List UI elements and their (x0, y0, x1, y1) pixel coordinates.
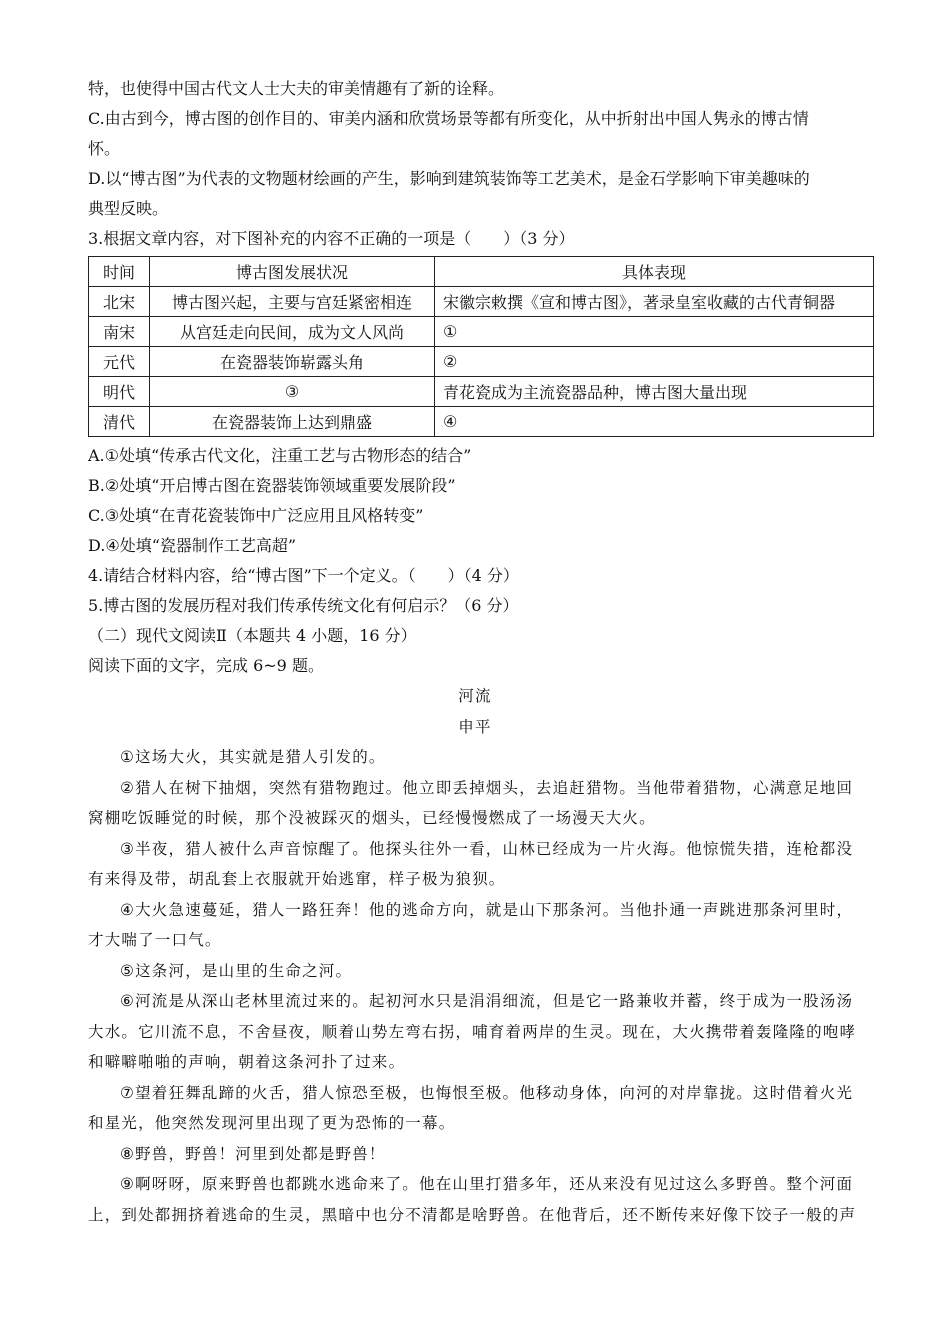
story-line: ⑦望着狂舞乱蹄的火舌，猎人惊恐至极，也悔恨至极。他移动身体，向河的对岸靠拢。这时借着火光 (120, 1083, 854, 1102)
story-line: 和星光，他突然发现河里出现了更为恐怖的一幕。 (88, 1114, 456, 1132)
story-line: 有来得及带，胡乱套上衣服就开始逃窜，样子极为狼狈。 (88, 870, 506, 888)
story-line: ⑥河流是从深山老林里流过来的。起初河水只是涓涓细流，但是它一路兼收并蓄，终于成为一股汤汤 (120, 992, 854, 1010)
table-cell-manifestation: ② (435, 347, 874, 377)
story-line: ⑧野兽，野兽！河里到处都是野兽！ (120, 1144, 386, 1163)
text-line: 特，也使得中国古代文人士大夫的审美情趣有了新的诠释。 (88, 79, 505, 98)
table-cell-period: 南宋 (89, 317, 150, 347)
question-2-options-continued (88, 74, 862, 254)
question-3-option-d: D.④处填“瓷器制作工艺高超” (88, 536, 297, 555)
story-author: 申平 (458, 717, 492, 736)
table-cell-period: 明代 (89, 377, 150, 407)
text-line: C.由古到今，博古图的创作目的、审美内涵和欣赏场景等都有所变化，从中折射出中国人隽永的博古情 (88, 109, 809, 128)
story-line: 才大喘了一口气。 (88, 931, 222, 949)
story-line: ④大火急速蔓延，猎人一路狂奔！他的逃命方向，就是山下那条河。当他扑通一声跳进那条河里时， (120, 900, 854, 919)
question-3-option-c: C.③处填“在青花瓷装饰中广泛应用且风格转变” (88, 506, 424, 525)
table-cell-period: 北宋 (89, 287, 150, 317)
column-header-manifestation: 具体表现 (435, 257, 874, 287)
question-3-stem: 3.根据文章内容，对下图补充的内容不正确的一项是（ ）（3 分） (88, 229, 575, 248)
story-line: 窝棚吃饭睡觉的时候，那个没被踩灭的烟头，已经慢慢燃成了一场漫天大火。 (88, 809, 656, 827)
table-row (89, 317, 874, 347)
question-5: 5.博古图的发展历程对我们传承传统文化有何启示？（6 分） (88, 596, 519, 615)
story-line: 大水。它川流不息，不舍昼夜，顺着山势左弯右拐，哺育着两岸的生灵。现在，大火携带着轰隆隆的咆哮 (88, 1022, 857, 1041)
column-header-period: 时间 (89, 257, 150, 287)
story-line: ⑤这条河，是山里的生命之河。 (120, 961, 353, 980)
story-line: 上，到处都拥挤着逃命的生灵，黑暗中也分不清都是啥野兽。在他背后，还不断传来好像下饺子一般的声 (88, 1205, 857, 1224)
question-3-option-a: A.①处填“传承古代文化，注重工艺与古物形态的结合” (88, 446, 472, 465)
table-cell-status: ③ (150, 377, 435, 407)
bogutu-development-table (88, 256, 874, 437)
table-cell-manifestation: 青花瓷成为主流瓷器品种，博古图大量出现 (435, 377, 874, 407)
text-line: 怀。 (88, 139, 121, 158)
story-passage (88, 681, 862, 1230)
page-content (88, 74, 862, 1230)
story-line: ①这场大火，其实就是猎人引发的。 (120, 748, 386, 766)
question-4: 4.请结合材料内容，给“博古图”下一个定义。（ ）（4 分） (88, 566, 519, 585)
table-cell-status: 从宫廷走向民间，成为文人风尚 (150, 317, 435, 347)
questions-after-table (88, 441, 862, 681)
table-cell-status: 博古图兴起，主要与宫廷紧密相连 (150, 287, 435, 317)
story-line: ⑨啊呀呀，原来野兽也都跳水逃命来了。他在山里打猎多年，还从来没有见过这么多野兽。整个河面 (120, 1175, 854, 1193)
story-line: 和噼噼啪啪的声响，朝着这条河扑了过来。 (88, 1053, 406, 1071)
table-row (89, 347, 874, 377)
table-cell-period: 元代 (89, 347, 150, 377)
story-body (88, 742, 862, 1230)
table-row (89, 407, 874, 437)
question-3-option-b: B.②处填“开启博古图在瓷器装饰领域重要发展阶段” (88, 476, 456, 495)
table-cell-status: 在瓷器装饰上达到鼎盛 (150, 407, 435, 437)
story-line: ②猎人在树下抽烟，突然有猎物跑过。他立即丢掉烟头，去追赶猎物。当他带着猎物，心满意足地回 (120, 778, 854, 797)
table-cell-manifestation: ④ (435, 407, 874, 437)
table-row (89, 377, 874, 407)
story-line: ③半夜，猎人被什么声音惊醒了。他探头往外一看，山林已经成为一片火海。他惊慌失措，连枪都没 (120, 839, 854, 858)
table-cell-status: 在瓷器装饰崭露头角 (150, 347, 435, 377)
reading-instruction: 阅读下面的文字，完成 6~9 题。 (88, 656, 324, 675)
table-row (89, 287, 874, 317)
text-line: 典型反映。 (88, 199, 169, 218)
column-header-status: 博古图发展状况 (150, 257, 435, 287)
table-cell-period: 清代 (89, 407, 150, 437)
story-title: 河流 (458, 687, 492, 705)
text-line: D.以“博古图”为代表的文物题材绘画的产生，影响到建筑装饰等工艺美术，是金石学影响下审美趣味的 (88, 169, 810, 188)
section-heading: （二）现代文阅读Ⅱ（本题共 4 小题，16 分） (88, 626, 417, 645)
table-header-row (89, 257, 874, 287)
table-cell-manifestation: ① (435, 317, 874, 347)
table-cell-manifestation: 宋徽宗敕撰《宣和博古图》，著录皇室收藏的古代青铜器 (435, 287, 874, 317)
